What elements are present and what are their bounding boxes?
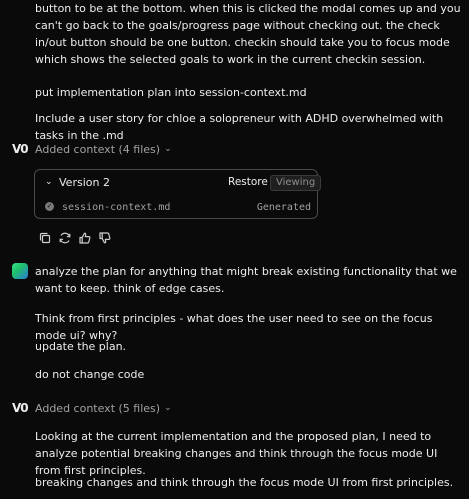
file-name[interactable]: session-context.md bbox=[62, 202, 171, 213]
version-card bbox=[34, 169, 318, 219]
version-card-header[interactable] bbox=[35, 170, 317, 194]
message-paragraph: Include a user story for chloe a solopreneur with ADHD overwhelmed with tasks in the .md bbox=[35, 112, 444, 142]
message-paragraph: do not change code bbox=[35, 368, 145, 381]
message-paragraph: Think from first principles - what does the user need to see on the focus mode ui? why? bbox=[35, 312, 433, 342]
message-paragraph: update the plan. bbox=[35, 340, 127, 353]
thumbs-up-icon[interactable] bbox=[78, 231, 92, 245]
file-row[interactable] bbox=[35, 198, 317, 216]
viewing-badge: Viewing bbox=[270, 175, 321, 191]
response-paragraph: Looking at the current implementation and the proposed plan, I need to analyze potential breaking changes and think through the focus mode UI from first principles. bbox=[35, 430, 438, 477]
added-context-toggle[interactable] bbox=[12, 141, 172, 158]
message-paragraph: button to be at the bottom. when this is clicked the modal comes up and you can't go back to the goals/progress page without checking out. the check in/out button should be one button. checkin should take you to focus mode which shows the selected goals to work in the current checkin session. bbox=[35, 2, 461, 66]
message-paragraph: analyze the plan for anything that might break existing functionality that we want to keep. think of edge cases. bbox=[35, 265, 457, 295]
thumbs-down-icon[interactable] bbox=[98, 231, 112, 245]
v0-logo: V0 bbox=[12, 142, 28, 156]
check-circle-icon: ✓ bbox=[46, 202, 53, 210]
chevron-down-icon: ⌄ bbox=[164, 403, 172, 413]
added-context-label: Added context (5 files) bbox=[35, 402, 161, 415]
added-context-toggle[interactable] bbox=[12, 400, 172, 417]
message-actions bbox=[38, 231, 112, 245]
chevron-down-icon: ⌄ bbox=[164, 144, 172, 154]
restore-button[interactable]: Restore bbox=[228, 176, 268, 188]
file-status: Generated bbox=[256, 202, 311, 213]
copy-icon[interactable] bbox=[38, 231, 52, 245]
user-avatar bbox=[12, 263, 28, 279]
v0-logo: V0 bbox=[12, 401, 28, 415]
refresh-icon[interactable] bbox=[58, 231, 72, 245]
message-paragraph: put implementation plan into session-context.md bbox=[35, 86, 307, 99]
version-title: Version 2 bbox=[59, 176, 110, 189]
added-context-label: Added context (4 files) bbox=[35, 143, 161, 156]
chevron-down-icon[interactable]: ⌄ bbox=[45, 177, 53, 187]
response-paragraph: breaking changes and think through the focus mode UI from first principles. bbox=[35, 476, 454, 489]
